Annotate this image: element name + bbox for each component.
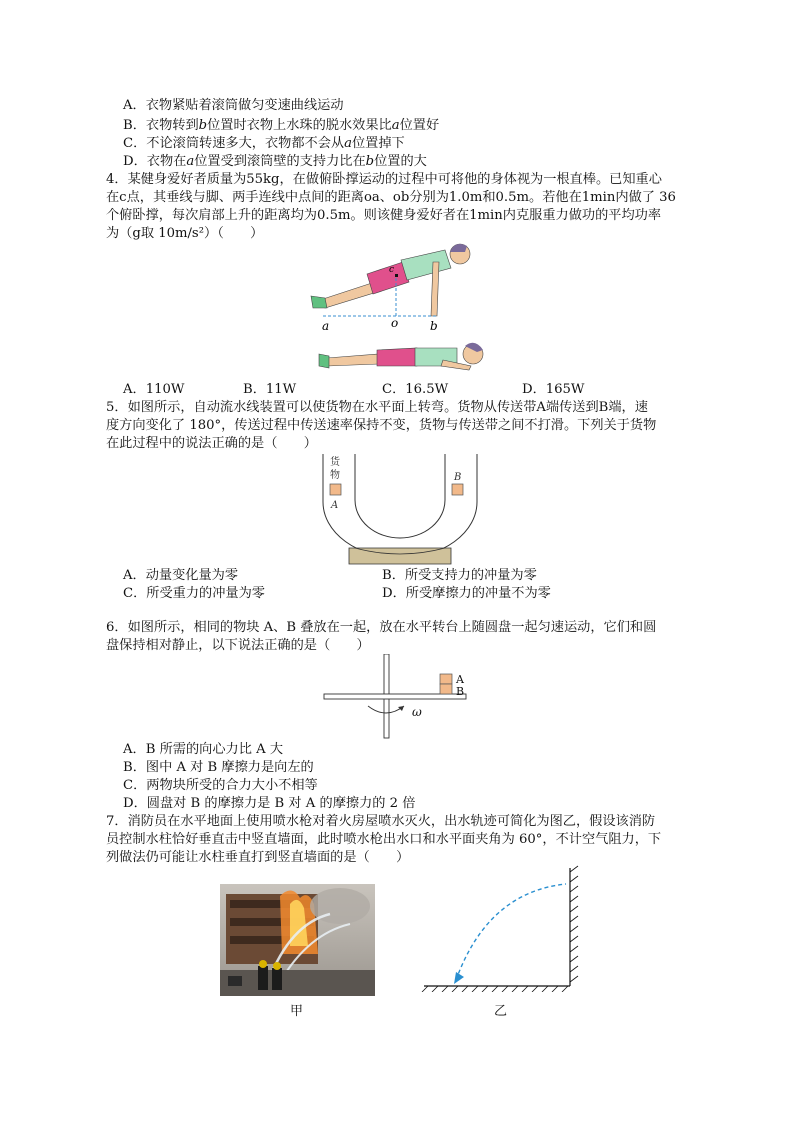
q5-option-b: B．所受支持力的冲量为零 bbox=[382, 568, 537, 583]
q3-option-c: C．不论滚筒转速多大，衣物都不会从a位置掉下 bbox=[123, 136, 405, 151]
q4-stem-line-2: 在c点，其垂线与脚、两手连线中点间的距离oa、ob分别为1.0m和0.5m。若他在1min内做了 36 bbox=[106, 190, 676, 205]
label-c: c bbox=[389, 265, 395, 275]
q5-stem-line-3: 在此过程中的说法正确的是（ ） bbox=[106, 436, 317, 451]
q4-stem-line-4: 为（g取 10m/s²）（ ） bbox=[106, 226, 264, 241]
label-B: B bbox=[454, 472, 462, 483]
turntable-figure bbox=[320, 654, 480, 740]
trajectory-diagram bbox=[420, 862, 585, 992]
label-A: A bbox=[331, 500, 339, 511]
q6-option-d: D．圆盘对 B 的摩擦力是 B 对 A 的摩擦力的 2 倍 bbox=[123, 796, 416, 811]
q5-option-d: D．所受摩擦力的冲量不为零 bbox=[382, 586, 551, 601]
pushup-upper-pose bbox=[311, 244, 470, 316]
conveyor-figure bbox=[315, 452, 485, 566]
pushup-figure bbox=[305, 238, 495, 378]
q6-stem-line-1: 6．如图所示，相同的物块 A、B 叠放在一起，放在水平转台上随圆盘一起匀速运动，它们和圆 bbox=[106, 620, 657, 635]
q3-option-d: D．衣物在a位置受到滚筒壁的支持力比在b位置的大 bbox=[123, 154, 427, 169]
q5-option-c: C．所受重力的冲量为零 bbox=[123, 586, 265, 601]
q5-stem-line-1: 5．如图所示，自动流水线装置可以使货物在水平面上转弯。货物从传送带A端传送到B端，速 bbox=[106, 400, 648, 415]
caption-jia: 甲 bbox=[290, 1004, 304, 1019]
pushup-lower-pose bbox=[319, 343, 483, 370]
q4-stem-line-3: 个俯卧撑，每次肩部上升的距离均为0.5m。则该健身爱好者在1min内克服重力做功的平均功率 bbox=[106, 208, 662, 223]
q6-option-a: A．B 所需的向心力比 A 大 bbox=[123, 742, 284, 757]
water-trajectory bbox=[456, 884, 566, 980]
trajectory-arrow-icon bbox=[454, 972, 464, 984]
q7-stem-line-2: 员控制水柱恰好垂直击中竖直墙面，此时喷水枪出水口和水平面夹角为 60°，不计空气阻力，下 bbox=[106, 832, 662, 847]
q5-stem-line-2: 度方向变化了 180°，传送过程中传送速率保持不变，货物与传送带之间不打滑。下列关于货物 bbox=[106, 418, 657, 433]
q6-option-b: B．图中 A 对 B 摩擦力是向左的 bbox=[123, 760, 314, 775]
q6-stem-line-2: 盘保持相对静止，以下说法正确的是（ ） bbox=[106, 638, 370, 653]
label-o: o bbox=[391, 316, 399, 330]
q4-option-d: D．165W bbox=[522, 382, 585, 397]
q7-stem-line-1: 7．消防员在水平地面上使用喷水枪对着火房屋喷水灭火，出水轨迹可简化为图乙，假设该消防 bbox=[106, 814, 656, 829]
q4-option-c: C．16.5W bbox=[382, 382, 449, 397]
q5-option-a: A．动量变化量为零 bbox=[123, 568, 239, 583]
q3-option-a: A．衣物紧贴着滚筒做匀变速曲线运动 bbox=[123, 98, 344, 113]
label-b: b bbox=[430, 319, 438, 333]
caption-yi: 乙 bbox=[494, 1004, 508, 1019]
label-omega: ω bbox=[412, 705, 422, 719]
label-a: a bbox=[322, 319, 330, 333]
firefighter-photo bbox=[220, 884, 375, 996]
q4-option-b: B．11W bbox=[243, 382, 297, 397]
q3-option-b: B．衣物转到b位置时衣物上水珠的脱水效果比a位置好 bbox=[123, 118, 440, 133]
label-goods-1: 货 bbox=[330, 457, 340, 468]
label-block-a: A bbox=[456, 673, 464, 686]
q6-option-c: C．两物块所受的合力大小不相等 bbox=[123, 778, 318, 793]
goods-box-a bbox=[330, 484, 341, 495]
label-block-b: B bbox=[456, 685, 465, 698]
block-a bbox=[440, 674, 452, 684]
block-b bbox=[440, 684, 452, 694]
q4-stem-line-1: 4．某健身爱好者质量为55kg，在做俯卧撑运动的过程中可将他的身体视为一根直棒。已知重心 bbox=[106, 172, 662, 187]
label-goods-2: 物 bbox=[330, 470, 340, 481]
q7-stem-line-3: 列做法仍可能让水柱垂直打到竖直墙面的是（ ） bbox=[106, 850, 410, 865]
goods-box-b bbox=[452, 484, 463, 495]
q4-option-a: A．110W bbox=[123, 382, 185, 397]
